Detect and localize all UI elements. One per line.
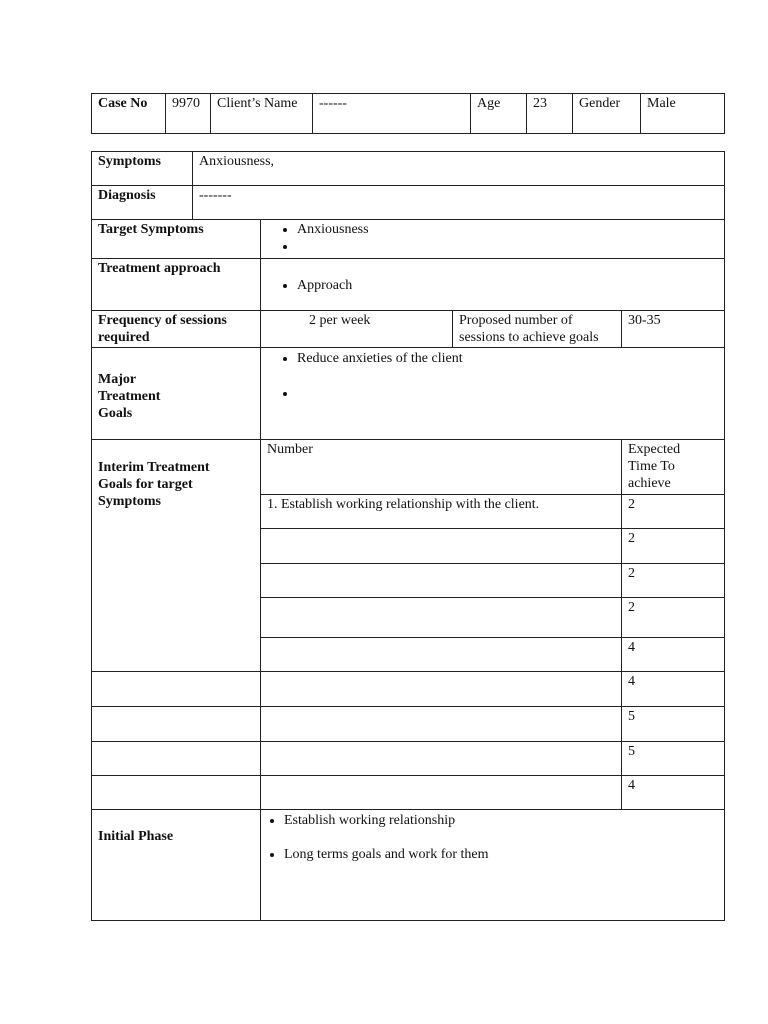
interim-time-header-text: Expected Time To achieve bbox=[628, 442, 681, 491]
interim-goal-cell: 1. Establish working relationship with the client. bbox=[261, 495, 622, 529]
interim-goal-cell bbox=[261, 776, 622, 810]
list-item: • Anxiousness bbox=[297, 221, 718, 238]
frequency-value: 2 per week bbox=[261, 311, 453, 348]
proposed-sessions-label: Proposed number of sessions to achieve goals bbox=[453, 311, 622, 348]
interim-time-cell: 2 bbox=[622, 495, 725, 529]
interim-goal-cell bbox=[261, 638, 622, 672]
treatment-plan-table bbox=[91, 219, 725, 921]
interim-goals-label bbox=[92, 440, 261, 672]
interim-number-header: Number bbox=[261, 440, 622, 495]
interim-time-cell: 2 bbox=[622, 529, 725, 564]
list-item: • Establish working relationship bbox=[284, 812, 718, 829]
list-item: • Reduce anxieties of the client bbox=[297, 350, 718, 367]
interim-time-cell: 2 bbox=[622, 598, 725, 638]
interim-goal-cell bbox=[261, 707, 622, 742]
major-goals-list bbox=[267, 350, 718, 402]
treatment-approach-cell bbox=[261, 259, 725, 311]
client-name-label: Client’s Name bbox=[211, 94, 313, 134]
interim-time-cell: 2 bbox=[622, 564, 725, 598]
symptoms-value: Anxiousness, bbox=[193, 152, 725, 186]
diagnosis-label: Diagnosis bbox=[92, 186, 193, 220]
major-goals-label bbox=[92, 348, 261, 440]
interim-extra-label bbox=[92, 776, 261, 810]
interim-time-cell: 4 bbox=[622, 672, 725, 707]
interim-goal-cell bbox=[261, 742, 622, 776]
target-symptoms-list bbox=[267, 221, 718, 255]
frequency-label: Frequency of sessions required bbox=[92, 311, 261, 348]
treatment-approach-label: Treatment approach bbox=[92, 259, 261, 311]
major-goals-text: Major Treatment Goals bbox=[98, 372, 161, 421]
symptoms-diagnosis-table bbox=[91, 151, 725, 220]
major-goals-cell bbox=[261, 348, 725, 440]
case-header-table bbox=[91, 93, 725, 134]
treatment-approach-list bbox=[267, 277, 718, 294]
initial-phase-label: Initial Phase bbox=[92, 810, 261, 921]
initial-phase-list bbox=[267, 812, 718, 863]
interim-goal-cell bbox=[261, 529, 622, 564]
interim-time-cell: 4 bbox=[622, 638, 725, 672]
interim-time-cell: 4 bbox=[622, 776, 725, 810]
client-name-value: ------ bbox=[313, 94, 471, 134]
list-item: • Long terms goals and work for them bbox=[284, 846, 718, 863]
case-no-label: Case No bbox=[92, 94, 166, 134]
interim-goal-cell bbox=[261, 672, 622, 707]
interim-goals-text: Interim Treatment Goals for target Symptoms bbox=[98, 460, 210, 509]
interim-extra-label bbox=[92, 672, 261, 707]
proposed-sessions-value: 30-35 bbox=[622, 311, 725, 348]
interim-time-cell: 5 bbox=[622, 742, 725, 776]
initial-phase-cell bbox=[261, 810, 725, 921]
interim-time-cell: 5 bbox=[622, 707, 725, 742]
interim-extra-label bbox=[92, 742, 261, 776]
interim-goal-cell bbox=[261, 598, 622, 638]
target-symptoms-label: Target Symptoms bbox=[92, 220, 261, 259]
age-label: Age bbox=[471, 94, 527, 134]
interim-time-header bbox=[622, 440, 725, 495]
list-item bbox=[297, 238, 718, 255]
age-value: 23 bbox=[527, 94, 573, 134]
interim-goal-cell bbox=[261, 564, 622, 598]
symptoms-label: Symptoms bbox=[92, 152, 193, 186]
target-symptoms-cell bbox=[261, 220, 725, 259]
list-item: • Approach bbox=[297, 277, 718, 294]
gender-value: Male bbox=[641, 94, 725, 134]
diagnosis-value: ------- bbox=[193, 186, 725, 220]
list-item bbox=[297, 385, 718, 402]
gender-label: Gender bbox=[573, 94, 641, 134]
case-no-value: 9970 bbox=[166, 94, 211, 134]
interim-extra-label bbox=[92, 707, 261, 742]
